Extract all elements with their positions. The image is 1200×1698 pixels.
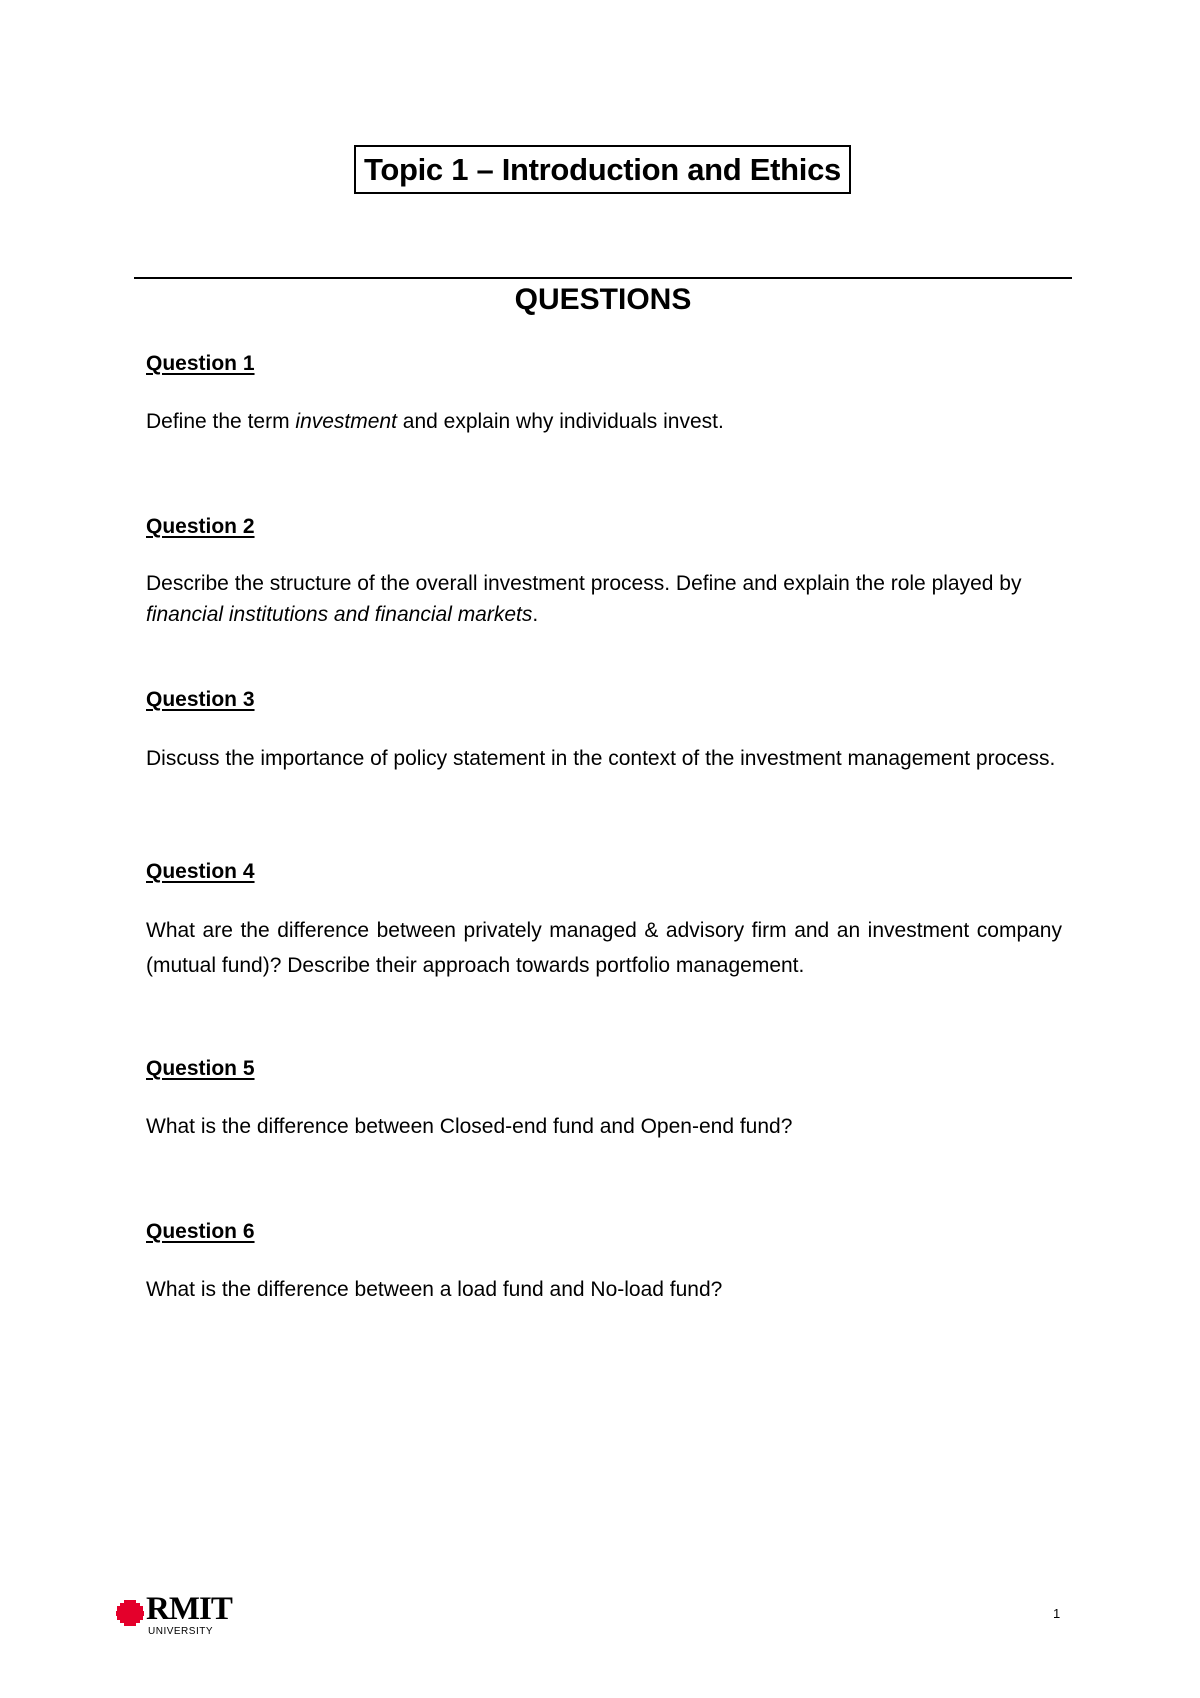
question-3-label: Question 3 xyxy=(146,688,255,711)
topic-title: Topic 1 – Introduction and Ethics xyxy=(364,151,841,187)
logo-subtitle: UNIVERSITY xyxy=(148,1626,214,1637)
logo-wordmark: RMIT xyxy=(146,1591,232,1627)
question-2-text: Describe the structure of the overall investment process. Define and explain the role played by financial institutions and financial markets. xyxy=(146,572,1022,626)
question-2-label: Question 2 xyxy=(146,515,255,538)
question-1-label: Question 1 xyxy=(146,352,255,375)
question-6-label: Question 6 xyxy=(146,1220,255,1243)
page-number: 1 xyxy=(1053,1606,1061,1621)
rmit-logo xyxy=(116,1591,232,1637)
question-3-text: Discuss the importance of policy statement in the context of the investment management process. xyxy=(146,747,1056,770)
questions-heading: QUESTIONS xyxy=(514,283,692,316)
horizontal-rule xyxy=(134,277,1072,279)
question-4-text: What are the difference between privately managed & advisory firm and an investment company (mutual fund)? Describe their approach towards portfolio management. xyxy=(146,919,1062,977)
question-4-label: Question 4 xyxy=(146,860,255,883)
topic-title-box xyxy=(354,145,851,194)
question-1-text: Define the term investment and explain why individuals invest. xyxy=(146,410,724,433)
rmit-pixel-icon xyxy=(116,1600,144,1626)
logo-mark-block xyxy=(124,1622,136,1626)
question-6-text: What is the difference between a load fund and No-load fund? xyxy=(146,1278,723,1301)
question-5-label: Question 5 xyxy=(146,1057,255,1080)
question-5-text: What is the difference between Closed-end fund and Open-end fund? xyxy=(146,1115,793,1138)
